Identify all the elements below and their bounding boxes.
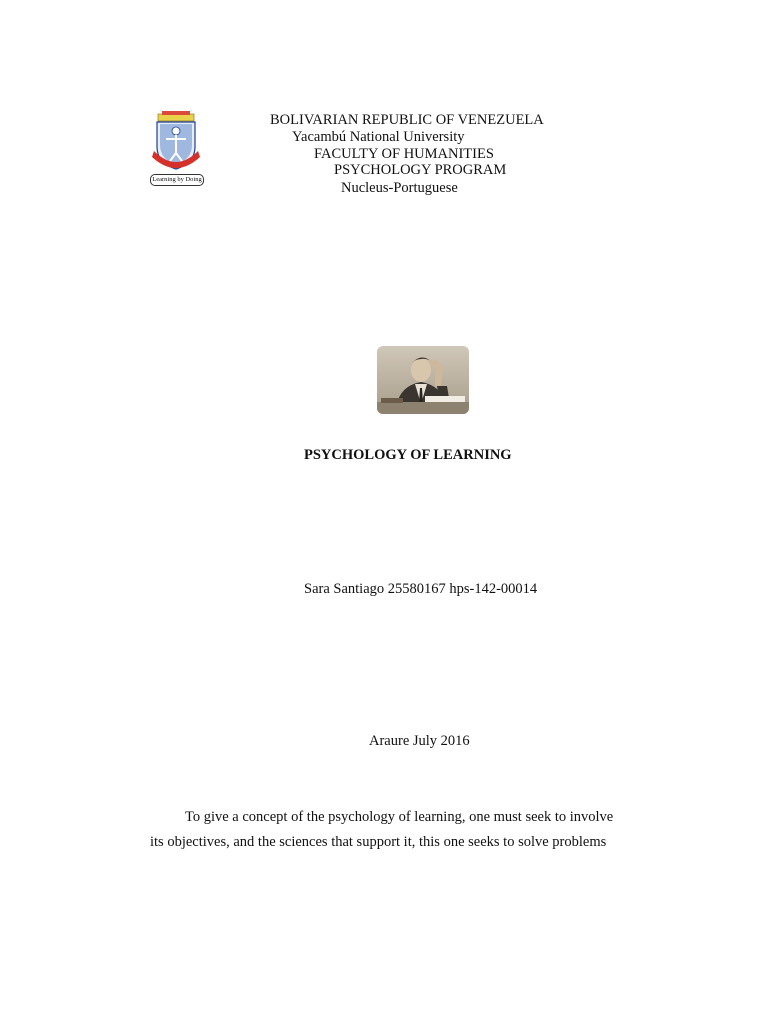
header-country: BOLIVARIAN REPUBLIC OF VENEZUELA (270, 112, 544, 128)
author-line: Sara Santiago 25580167 hps-142-00014 (304, 581, 538, 597)
body-paragraph-line-1: To give a concept of the psychology of learning, one must seek to involve (185, 809, 614, 825)
header-program: PSYCHOLOGY PROGRAM (334, 162, 507, 178)
university-crest-icon (148, 111, 206, 187)
logo-motto: Learning by Doing (150, 174, 204, 186)
header-nucleus: Nucleus-Portuguese (341, 180, 458, 196)
student-studying-photo (377, 346, 469, 414)
body-paragraph-line-2: its objectives, and the sciences that support it, this one seeks to solve problems (150, 834, 607, 850)
document-title: PSYCHOLOGY OF LEARNING (304, 447, 512, 463)
header-faculty: FACULTY OF HUMANITIES (314, 146, 494, 162)
header-university: Yacambú National University (292, 129, 465, 145)
place-date: Araure July 2016 (369, 733, 470, 749)
